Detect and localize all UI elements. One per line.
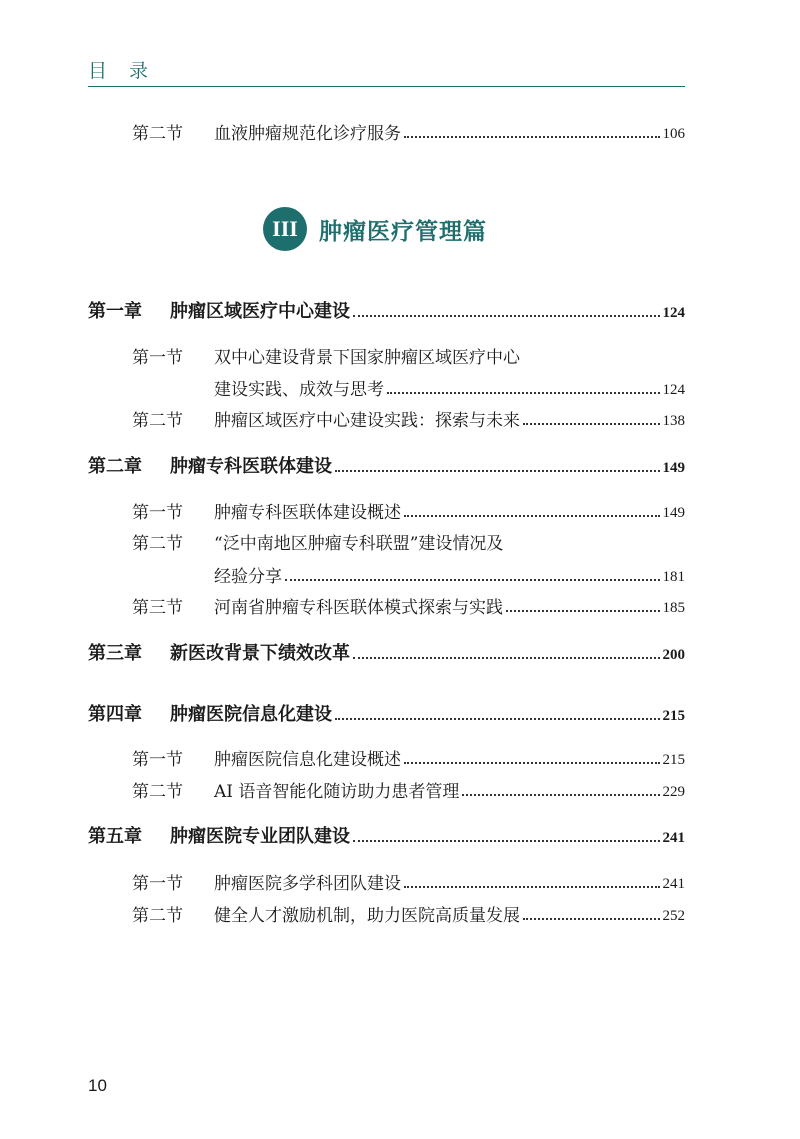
- toc-entry-line2[interactable]: [214, 561, 685, 587]
- page-ref: 215: [662, 708, 685, 724]
- page-ref: 252: [662, 908, 685, 924]
- chapter-entry[interactable]: [88, 822, 685, 848]
- dot-leader: [353, 840, 660, 842]
- section-number: 第一节: [132, 348, 183, 368]
- part-numeral-badge: III: [263, 207, 307, 251]
- dot-leader: [353, 315, 660, 317]
- section-title: 肿瘤专科医联体建设概述: [214, 503, 401, 523]
- chapter-title: 肿瘤专科医联体建设: [170, 456, 332, 477]
- section-title: 肿瘤医院多学科团队建设: [214, 874, 401, 894]
- dot-leader: [404, 136, 660, 138]
- section-title-cont: 经验分享: [214, 567, 282, 587]
- section-title: AI 语音智能化随访助力患者管理: [214, 782, 460, 802]
- toc-entry-line2[interactable]: [214, 374, 685, 400]
- chapter-number: 第一章: [88, 301, 142, 322]
- section-number: 第二节: [132, 534, 183, 554]
- dot-leader: [523, 423, 660, 425]
- dot-leader: [404, 515, 660, 517]
- section-title: “泛中南地区肿瘤专科联盟”建设情况及: [214, 534, 504, 554]
- section-title: 肿瘤区域医疗中心建设实践：探索与未来: [214, 411, 520, 431]
- dot-leader: [335, 718, 660, 720]
- toc-entry-line1[interactable]: [132, 529, 503, 555]
- page-ref: 215: [662, 752, 685, 768]
- page-ref: 200: [662, 647, 685, 663]
- section-number: 第二节: [132, 411, 183, 431]
- dot-leader: [335, 470, 660, 472]
- dot-leader: [506, 610, 660, 612]
- chapter-title: 肿瘤区域医疗中心建设: [170, 301, 350, 322]
- section-title: 血液肿瘤规范化诊疗服务: [214, 124, 401, 144]
- section-number: 第一节: [132, 503, 183, 523]
- page-ref: 149: [662, 460, 685, 476]
- section-title: 双中心建设背景下国家肿瘤区域医疗中心: [214, 348, 520, 368]
- chapter-number: 第三章: [88, 643, 142, 664]
- chapter-entry[interactable]: [88, 452, 685, 478]
- page-ref: 124: [662, 305, 685, 321]
- header-title: 目录: [88, 60, 171, 82]
- chapter-entry[interactable]: [88, 700, 685, 726]
- page-ref: 124: [662, 382, 685, 398]
- page-ref: 138: [662, 413, 685, 429]
- page-ref: 229: [662, 784, 685, 800]
- page-ref: 149: [662, 505, 685, 521]
- page-ref: 241: [662, 830, 685, 846]
- dot-leader: [462, 794, 659, 796]
- part-heading: [263, 207, 487, 251]
- chapter-title: 肿瘤医院信息化建设: [170, 704, 332, 725]
- toc-entry[interactable]: [132, 497, 685, 523]
- page-ref: 106: [662, 126, 685, 142]
- toc-entry[interactable]: [132, 776, 685, 802]
- dot-leader: [285, 579, 660, 581]
- chapter-entry[interactable]: [88, 639, 685, 665]
- chapter-number: 第五章: [88, 826, 142, 847]
- toc-entry[interactable]: [132, 118, 685, 144]
- section-title-cont: 建设实践、成效与思考: [214, 380, 384, 400]
- toc-entry[interactable]: [132, 592, 685, 618]
- toc-entry[interactable]: [132, 868, 685, 894]
- chapter-title: 肿瘤医院专业团队建设: [170, 826, 350, 847]
- dot-leader: [404, 886, 660, 888]
- dot-leader: [353, 657, 660, 659]
- section-title: 健全人才激励机制，助力医院高质量发展: [214, 906, 520, 926]
- section-number: 第一节: [132, 750, 183, 770]
- toc-entry-line1[interactable]: [132, 343, 520, 369]
- toc-entry[interactable]: [132, 744, 685, 770]
- dot-leader: [523, 918, 660, 920]
- section-title: 河南省肿瘤专科医联体模式探索与实践: [214, 598, 503, 618]
- page-ref: 241: [662, 876, 685, 892]
- toc-entry[interactable]: [132, 405, 685, 431]
- toc-entry[interactable]: [132, 900, 685, 926]
- dot-leader: [387, 392, 660, 394]
- section-number: 第三节: [132, 598, 183, 618]
- page-ref: 181: [662, 569, 685, 585]
- dot-leader: [404, 762, 660, 764]
- chapter-number: 第二章: [88, 456, 142, 477]
- section-number: 第二节: [132, 782, 183, 802]
- chapter-number: 第四章: [88, 704, 142, 725]
- section-number: 第二节: [132, 906, 183, 926]
- page-number: 10: [88, 1076, 107, 1095]
- chapter-title: 新医改背景下绩效改革: [170, 643, 350, 664]
- section-number: 第一节: [132, 874, 183, 894]
- page-ref: 185: [662, 600, 685, 616]
- section-number: 第二节: [132, 124, 183, 144]
- chapter-entry[interactable]: [88, 297, 685, 323]
- running-header: [88, 56, 685, 87]
- part-title: 肿瘤医疗管理篇: [319, 218, 487, 245]
- section-title: 肿瘤医院信息化建设概述: [214, 750, 401, 770]
